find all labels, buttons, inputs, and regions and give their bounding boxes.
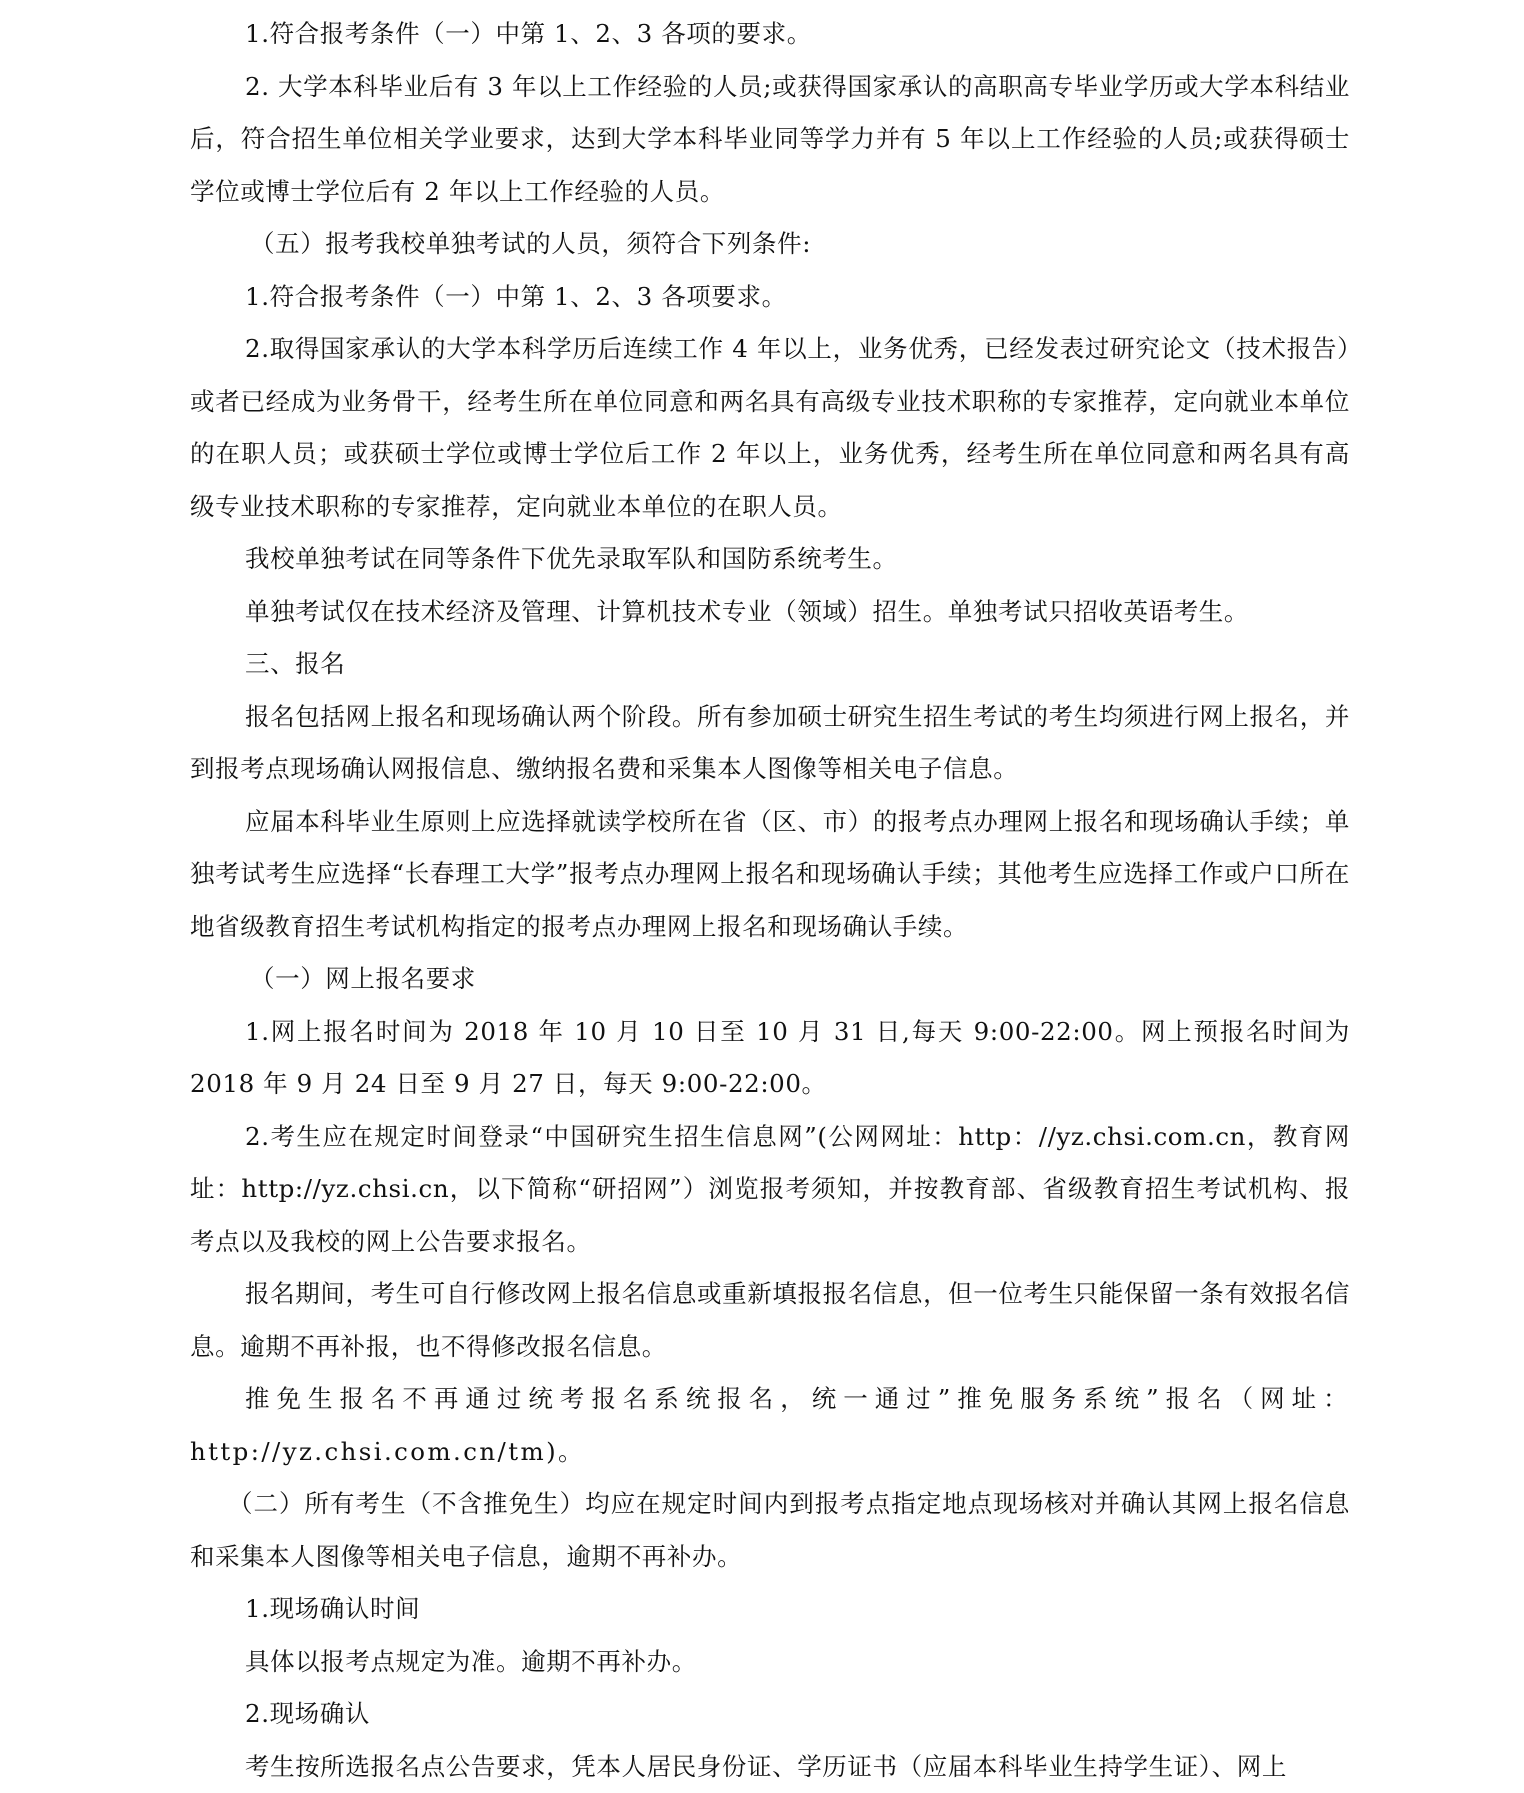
paragraph-13: 2.考生应在规定时间登录“中国研究生招生信息网”(公网网址：http：//yz.chsi.com.cn，教育网址：http://yz.chsi.cn，以下简称“研招网”）浏览报考须知，并按教育部、省级教育招生考试机构、报考点以及我校的网上公告要求报名。 <box>190 1111 1350 1269</box>
paragraph-1: 1.符合报考条件（一）中第 1、2、3 各项的要求。 <box>190 8 1350 61</box>
paragraph-9: 报名包括网上报名和现场确认两个阶段。所有参加硕士研究生招生考试的考生均须进行网上报名，并到报考点现场确认网报信息、缴纳报名费和采集本人图像等相关电子信息。 <box>190 691 1350 796</box>
paragraph-6: 我校单独考试在同等条件下优先录取军队和国防系统考生。 <box>190 533 1350 586</box>
paragraph-5: 2.取得国家承认的大学本科学历后连续工作 4 年以上，业务优秀，已经发表过研究论文（技术报告）或者已经成为业务骨干，经考生所在单位同意和两名具有高级专业技术职称的专家推荐，定向就业本单位的在职人员；或获硕士学位或博士学位后工作 2 年以上，业务优秀，经考生所在单位同意和两名具有高级专业技术职称的专家推荐，定向就业本单位的在职人员。 <box>190 323 1350 533</box>
paragraph-14: 报名期间，考生可自行修改网上报名信息或重新填报报名信息，但一位考生只能保留一条有效报名信息。逾期不再补报，也不得修改报名信息。 <box>190 1268 1350 1373</box>
paragraph-7: 单独考试仅在技术经济及管理、计算机技术专业（领域）招生。单独考试只招收英语考生。 <box>190 586 1350 639</box>
paragraph-12: 1.网上报名时间为 2018 年 10 月 10 日至 10 月 31 日,每天 9:00-22:00。网上预报名时间为 2018 年 9 月 24 日至 9 月 27 日，每天 9:00-22:00。 <box>190 1006 1350 1111</box>
subheading-online-registration: （一）网上报名要求 <box>190 953 1350 1006</box>
paragraph-4: 1.符合报考条件（一）中第 1、2、3 各项要求。 <box>190 271 1350 324</box>
subheading-onsite-time: 1.现场确认时间 <box>190 1583 1350 1636</box>
paragraph-10: 应届本科毕业生原则上应选择就读学校所在省（区、市）的报考点办理网上报名和现场确认手续；单独考试考生应选择“长春理工大学”报考点办理网上报名和现场确认手续；其他考生应选择工作或户口所在地省级教育招生考试机构指定的报考点办理网上报名和现场确认手续。 <box>190 796 1350 954</box>
subheading-onsite-confirm: 2.现场确认 <box>190 1688 1350 1741</box>
paragraph-3: （五）报考我校单独考试的人员，须符合下列条件: <box>190 218 1350 271</box>
section-heading-registration: 三、报名 <box>190 638 1350 691</box>
paragraph-15: 推免生报名不再通过统考报名系统报名，统一通过”推免服务系统”报名（网址：http://yz.chsi.com.cn/tm)。 <box>190 1373 1350 1478</box>
paragraph-2: 2. 大学本科毕业后有 3 年以上工作经验的人员;或获得国家承认的高职高专毕业学历或大学本科结业后，符合招生单位相关学业要求，达到大学本科毕业同等学力并有 5 年以上工作经验的人员;或获得硕士学位或博士学位后有 2 年以上工作经验的人员。 <box>190 61 1350 219</box>
document-page <box>190 8 1350 1793</box>
paragraph-18: 具体以报考点规定为准。逾期不再补办。 <box>190 1636 1350 1689</box>
paragraph-16: （二）所有考生（不含推免生）均应在规定时间内到报考点指定地点现场核对并确认其网上报名信息和采集本人图像等相关电子信息，逾期不再补办。 <box>190 1478 1350 1583</box>
paragraph-20: 考生按所选报名点公告要求，凭本人居民身份证、学历证书（应届本科毕业生持学生证）、网上 <box>190 1741 1350 1793</box>
